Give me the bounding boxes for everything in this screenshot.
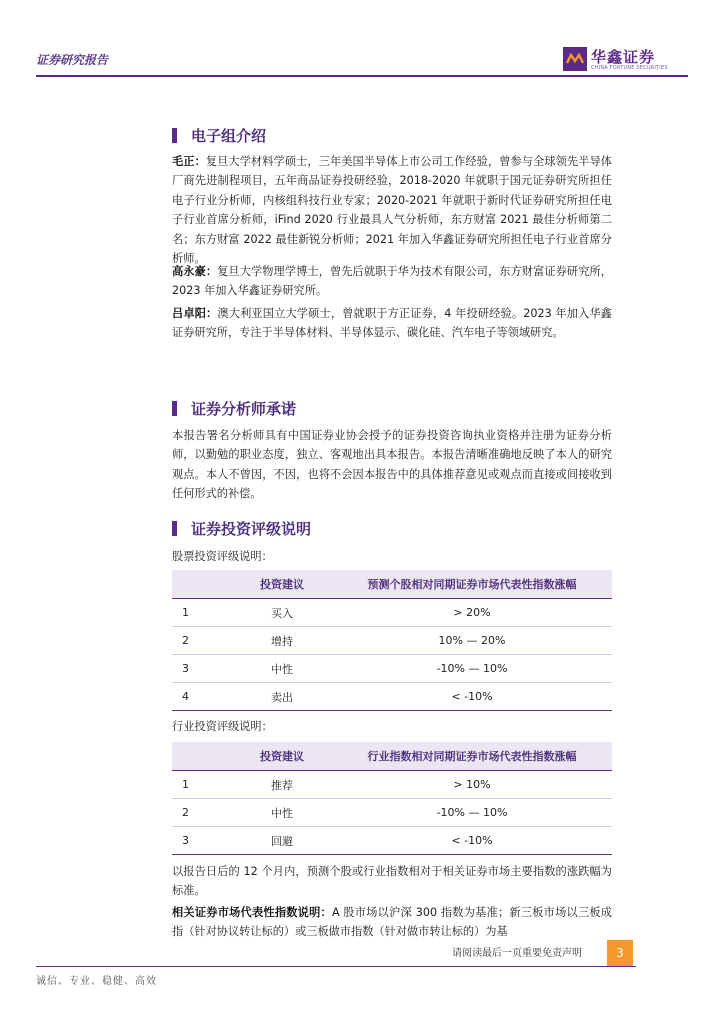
member-bio-text: 复旦大学物理学博士，曾先后就职于华为技术有限公司，东方财富证券研究所，2023 年加入华鑫证券研究所。	[172, 265, 612, 298]
table-row	[172, 827, 612, 855]
member-name: 吕卓阳：	[172, 307, 218, 320]
industry-rating-table	[172, 742, 612, 855]
table-cell: 中性	[232, 655, 332, 683]
table-row	[172, 771, 612, 799]
table-cell: < -10%	[332, 683, 612, 711]
table-cell: 回避	[232, 827, 332, 855]
member-bio-mao	[172, 152, 612, 268]
table-header-row	[172, 570, 612, 599]
member-name: 毛正：	[172, 155, 206, 168]
table-row	[172, 683, 612, 711]
section-heading-text: 证券分析师承诺	[191, 399, 297, 418]
footer-motto: 诚信、专业、稳健、高效	[36, 976, 157, 987]
table-header-cell	[172, 742, 232, 771]
stock-rating-label: 股票投资评级说明：	[172, 550, 273, 563]
logo-name: 华鑫证券	[591, 48, 656, 66]
table-cell: 1	[172, 771, 232, 799]
table-cell: 增持	[232, 627, 332, 655]
table-cell: 3	[172, 827, 232, 855]
benchmark-note	[172, 903, 612, 942]
table-row	[172, 799, 612, 827]
disclaimer-note: 请阅读最后一页重要免责声明	[452, 948, 582, 959]
table-header-row	[172, 742, 612, 771]
section-heading-team	[172, 125, 266, 145]
table-cell: 10% — 20%	[332, 627, 612, 655]
footer-divider	[36, 966, 636, 967]
section-heading-rating	[172, 518, 311, 538]
report-type-title: 证券研究报告	[36, 53, 109, 67]
benchmark-label: 相关证券市场代表性指数说明：	[172, 906, 332, 919]
page-number: 3	[607, 940, 633, 966]
table-cell: 买入	[232, 599, 332, 627]
table-row	[172, 655, 612, 683]
section-bar-icon	[172, 521, 177, 536]
table-header-cell: 投资建议	[232, 570, 332, 599]
table-row	[172, 599, 612, 627]
table-cell: 中性	[232, 799, 332, 827]
logo-subtitle: CHINA FORTUNE SECURITIES	[591, 65, 668, 71]
table-header-cell: 投资建议	[232, 742, 332, 771]
logo-mark-icon	[563, 47, 587, 71]
table-cell: 2	[172, 627, 232, 655]
table-cell: -10% — 10%	[332, 799, 612, 827]
table-cell: 2	[172, 799, 232, 827]
table-cell: < -10%	[332, 827, 612, 855]
benchmark-text: A 股市场以沪深 300 指数为基准；新三板市场以三板成指（针对协议转让标的）或三板做市指数（针对做市转让标的）为基	[172, 906, 612, 939]
table-row	[172, 627, 612, 655]
industry-rating-label: 行业投资评级说明：	[172, 720, 273, 733]
member-bio-text: 澳大利亚国立大学硕士，曾就职于方正证券，4 年投研经验。2023 年加入华鑫证券研究所，专注于半导体材料、半导体显示、碳化硅、汽车电子等领域研究。	[172, 307, 612, 340]
table-cell: 4	[172, 683, 232, 711]
pledge-text: 本报告署名分析师具有中国证券业协会授予的证券投资咨询执业资格并注册为证券分析师，以勤勉的职业态度，独立、客观地出具本报告。本报告清晰准确地反映了本人的研究观点。本人不曾因，不因，也将不会因本报告中的具体推荐意见或观点而直接或间接收到任何形式的补偿。	[172, 429, 612, 501]
rating-period-note: 以报告日后的 12 个月内，预测个股或行业指数相对于相关证券市场主要指数的涨跌幅为标准。	[172, 865, 612, 898]
company-logo	[563, 46, 673, 74]
table-cell: 推荐	[232, 771, 332, 799]
header-divider	[36, 75, 688, 77]
table-header-cell: 行业指数相对同期证券市场代表性指数涨幅	[332, 742, 612, 771]
table-cell: 1	[172, 599, 232, 627]
member-name: 高永豪：	[172, 265, 218, 278]
member-bio-text: 复旦大学材料学硕士，三年美国半导体上市公司工作经验，曾参与全球领先半导体厂商先进制程项目，五年商品证券投研经验，2018-2020 年就职于国元证券研究所担任电子行业分析师，内核组科技行业专家；2020-2021 年就职于新时代证券研究所担任电子行业首席分析师，iFind 2020 行业最具人气分析师，东方财富 2021 最佳分析师第二名；东方财富 2022 最佳新锐分析师；2021 年加入华鑫证券研究所担任电子行业首席分析师。	[172, 155, 612, 266]
section-bar-icon	[172, 401, 177, 416]
section-bar-icon	[172, 128, 177, 143]
table-header-cell	[172, 570, 232, 599]
section-heading-text: 电子组介绍	[191, 126, 267, 145]
stock-rating-table	[172, 570, 612, 711]
table-cell: -10% — 10%	[332, 655, 612, 683]
table-header-cell: 预测个股相对同期证券市场代表性指数涨幅	[332, 570, 612, 599]
table-cell: 3	[172, 655, 232, 683]
member-bio-lv	[172, 304, 612, 343]
section-heading-pledge	[172, 398, 296, 418]
table-cell: > 20%	[332, 599, 612, 627]
member-bio-gao	[172, 262, 612, 301]
section-heading-text: 证券投资评级说明	[191, 519, 312, 538]
table-cell: > 10%	[332, 771, 612, 799]
table-cell: 卖出	[232, 683, 332, 711]
